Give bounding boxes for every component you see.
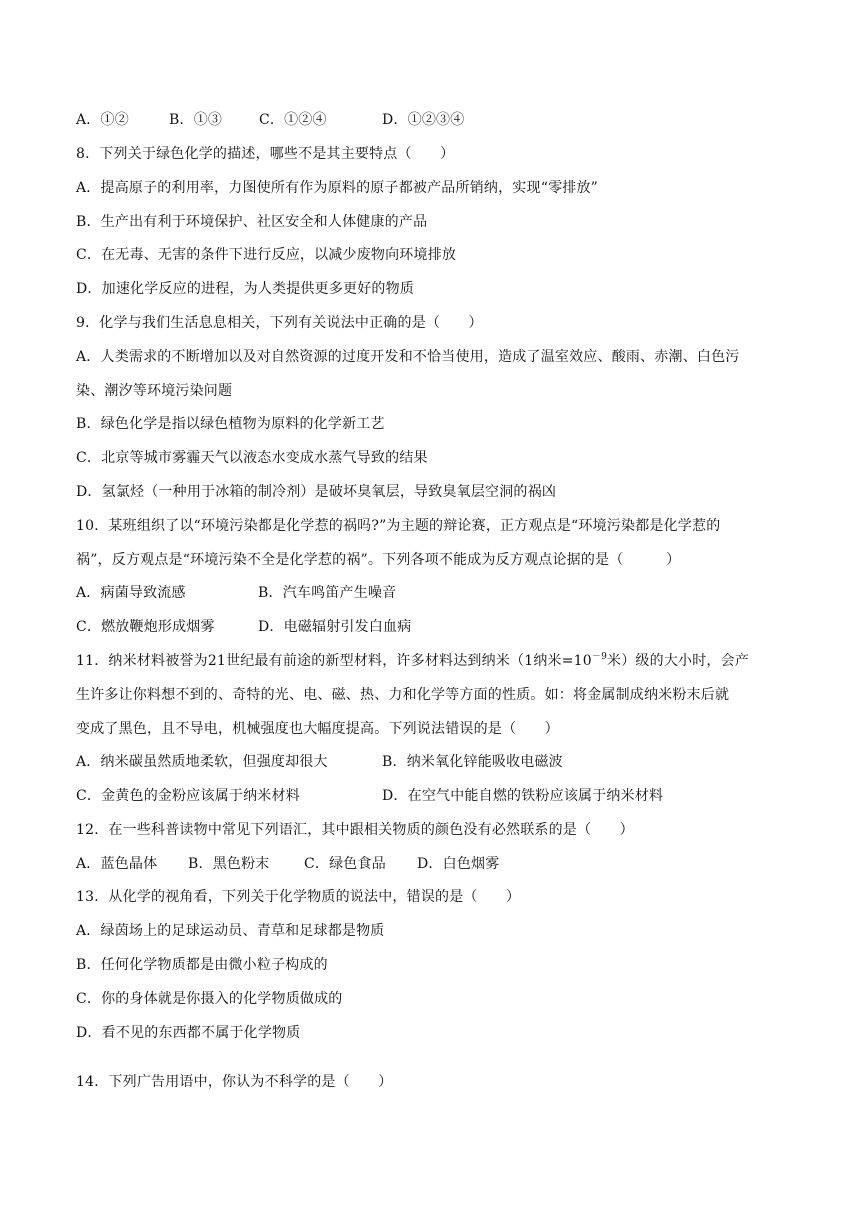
q14-stem: 14．下列广告用语中，你认为不科学的是（ ） <box>76 1074 393 1090</box>
q13-stem: 13．从化学的视角看，下列关于化学物质的说法中，错误的是（ ） <box>76 889 521 905</box>
q11-option-c: C．金黄色的金粉应该属于纳米材料 <box>76 788 300 804</box>
q8-option-b: B．生产出有利于环境保护、社区安全和人体健康的产品 <box>76 214 428 230</box>
q13-option-d: D．看不见的东西都不属于化学物质 <box>76 1025 301 1041</box>
q10-option-c: C．燃放鞭炮形成烟雾 <box>76 619 215 635</box>
q11-exponent: －9 <box>591 652 608 662</box>
q11-stem-line1 <box>76 651 784 671</box>
q11-option-a: A．纳米碳虽然质地柔软，但强度却很大 <box>76 754 328 770</box>
q10-stem-line1: 10．某班组织了以“环境污染都是化学惹的祸吗?”为主题的辩论赛，正方观点是“环境污染都是化学惹的 <box>76 518 721 534</box>
q8-stem: 8．下列关于绿色化学的描述，哪些不是其主要特点（ ） <box>76 146 455 162</box>
q11-option-d: D．在空气中能自燃的铁粉应该属于纳米材料 <box>382 788 664 804</box>
q10-option-a: A．病菌导致流感 <box>76 585 186 601</box>
q12-option-a: A．蓝色晶体 <box>76 856 158 872</box>
q9-stem: 9．化学与我们生活息息相关，下列有关说法中正确的是（ ） <box>76 315 483 331</box>
q11-stem-text-before: 11．纳米材料被誉为21世纪最有前途的新型材料，许多材料达到纳米（1纳米=10 <box>76 653 592 669</box>
q9-option-a-line1: A．人类需求的不断增加以及对自然资源的过度开发和不恰当使用，造成了温室效应、酸雨、赤潮、白色污 <box>76 349 740 365</box>
q7-option-c: C．①②④ <box>259 112 327 128</box>
q12-option-c: C．绿色食品 <box>304 856 386 872</box>
q13-option-a: A．绿茵场上的足球运动员、青草和足球都是物质 <box>76 923 385 939</box>
q10-stem-line2: 祸”，反方观点是“环境污染不全是化学惹的祸”。下列各项不能成为反方观点论据的是（ ） <box>76 552 681 568</box>
q13-option-c: C．你的身体就是你摄入的化学物质做成的 <box>76 991 343 1007</box>
q7-option-d: D．①②③④ <box>382 112 465 128</box>
q8-option-c: C．在无毒、无害的条件下进行反应，以减少废物向环境排放 <box>76 247 457 263</box>
q8-option-d: D．加速化学反应的进程，为人类提供更多更好的物质 <box>76 281 415 297</box>
q11-stem-text-after: 米）级的大小时，会产 <box>607 653 750 669</box>
q11-stem-line3: 变成了黑色，且不导电，机械强度也大幅度提高。下列说法错误的是（ ） <box>76 721 559 737</box>
q12-option-d: D．白色烟雾 <box>417 856 500 872</box>
q9-option-d: D．氢氯烃（一种用于冰箱的制冷剂）是破坏臭氧层，导致臭氧层空洞的祸凶 <box>76 484 557 500</box>
q9-option-b: B．绿色化学是指以绿色植物为原料的化学新工艺 <box>76 416 385 432</box>
q10-option-d: D．电磁辐射引发白血病 <box>258 619 412 635</box>
q10-option-b: B．汽车鸣笛产生噪音 <box>258 585 397 601</box>
q7-option-a: A．①② <box>76 112 129 128</box>
q13-option-b: B．任何化学物质都是由微小粒子构成的 <box>76 957 328 973</box>
q11-option-b: B．纳米氧化锌能吸收电磁波 <box>382 754 563 770</box>
q8-option-a: A．提高原子的利用率，力图使所有作为原料的原子都被产品所销纳，实现“零排放” <box>76 180 599 196</box>
q9-option-a-line2: 染、潮汐等环境污染问题 <box>76 383 233 399</box>
q9-option-c: C．北京等城市雾霾天气以液态水变成水蒸气导致的结果 <box>76 450 428 466</box>
q7-option-b: B．①③ <box>169 112 223 128</box>
q12-option-b: B．黑色粉末 <box>188 856 270 872</box>
q12-stem: 12．在一些科普读物中常见下列语汇，其中跟相关物质的颜色没有必然联系的是（ ） <box>76 822 634 838</box>
q11-stem-line2: 生许多让你料想不到的、奇特的光、电、磁、热、力和化学等方面的性质。如：将金属制成纳米粉末后就 <box>76 687 730 703</box>
